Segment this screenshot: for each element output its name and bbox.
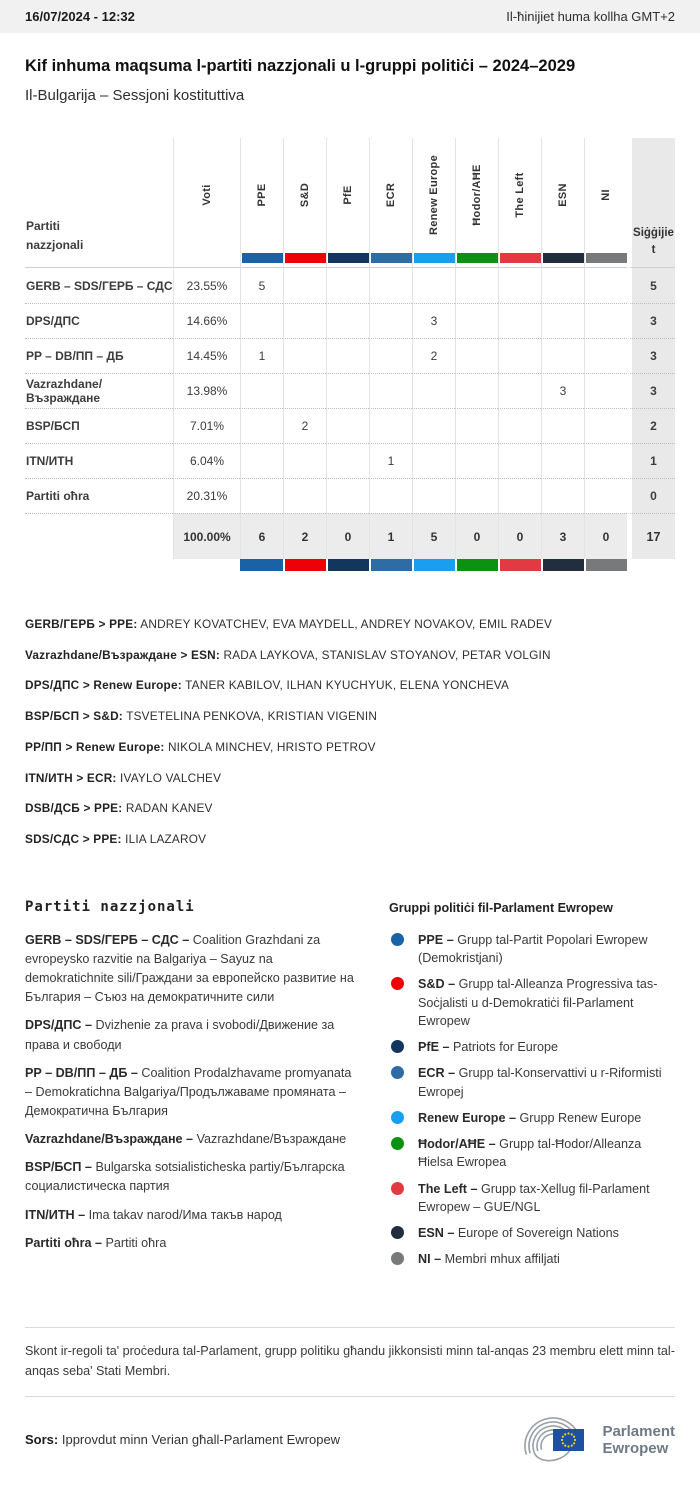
- membership-label: SDS/СДС > PPE:: [25, 832, 122, 847]
- total-color-bar: [498, 559, 541, 571]
- total-group-seats: 1: [369, 513, 412, 559]
- legend-text: [418, 1135, 675, 1172]
- group-description: Grupp tal-Konservattivi u r-Riformisti Ewropej: [418, 1066, 662, 1099]
- group-column-header-cell: [498, 138, 541, 268]
- group-seats-value: [369, 408, 412, 443]
- membership-line: [25, 771, 675, 786]
- total-color-bar: [455, 559, 498, 571]
- legend-item: [389, 1224, 675, 1242]
- votes-value: 13.98%: [173, 373, 240, 408]
- votes-value: 14.45%: [173, 338, 240, 373]
- row-seats-total: 5: [627, 268, 675, 303]
- total-votes: 100.00%: [173, 513, 240, 559]
- definitions-section: [25, 899, 675, 1277]
- group-seats-value: 2: [283, 408, 326, 443]
- legend-text: [418, 1180, 675, 1217]
- votes-value: 14.66%: [173, 303, 240, 338]
- group-seats-value: [498, 408, 541, 443]
- votes-value: 7.01%: [173, 408, 240, 443]
- group-seats-value: [369, 268, 412, 303]
- group-seats-value: [283, 443, 326, 478]
- legend-text: [418, 1109, 641, 1127]
- source-line: [25, 1432, 340, 1447]
- party-column-header: Partiti nazzjonali: [26, 218, 84, 252]
- group-abbr: ECR –: [418, 1066, 459, 1081]
- group-seats-value: [498, 373, 541, 408]
- membership-names: IVAYLO VALCHEV: [116, 770, 222, 785]
- group-seats-value: [412, 268, 455, 303]
- group-color-bar: [371, 253, 412, 263]
- party-abbr: ITN/ИТН –: [25, 1207, 89, 1222]
- total-group-seats: 0: [584, 513, 627, 559]
- party-description: Partiti oħra: [105, 1235, 167, 1250]
- group-color-bar: [328, 253, 369, 263]
- group-color-bar: [543, 253, 584, 263]
- group-seats-value: [412, 478, 455, 513]
- legend-item: [389, 1064, 675, 1101]
- group-description: Patriots for Europe: [453, 1040, 558, 1055]
- group-column-header-cell: [455, 138, 498, 268]
- group-description: Europe of Sovereign Nations: [457, 1226, 619, 1241]
- group-color-bar: [500, 253, 541, 263]
- total-bar-spacer: [25, 559, 173, 571]
- group-seats-value: [283, 478, 326, 513]
- total-group-seats: 2: [283, 513, 326, 559]
- group-column-header: The Left: [514, 172, 526, 218]
- group-seats-value: 1: [240, 338, 283, 373]
- row-seats-total: 0: [627, 478, 675, 513]
- group-seats-value: 3: [412, 303, 455, 338]
- total-color-bar: [283, 559, 326, 571]
- eu-flag-icon: [553, 1429, 584, 1451]
- party-name: ITN/ИТН: [25, 443, 173, 478]
- total-group-seats: 0: [455, 513, 498, 559]
- votes-column-header: Voti: [201, 184, 213, 206]
- party-name: Vazrazhdane/Възраждане: [25, 373, 173, 408]
- group-color-dot: [391, 933, 404, 946]
- group-column-header-cell: [412, 138, 455, 268]
- row-seats-total: 2: [627, 408, 675, 443]
- party-name: GERB – SDS/ГЕРБ – СДС: [26, 278, 173, 293]
- membership-label: Vazrazhdane/Възраждане > ESN:: [25, 647, 221, 662]
- group-seats-value: [584, 443, 627, 478]
- source-bar: [25, 1413, 675, 1485]
- group-column-header: PfE: [342, 185, 354, 205]
- group-seats-value: [283, 373, 326, 408]
- group-seats-value: [369, 478, 412, 513]
- total-group-seats: 0: [326, 513, 369, 559]
- votes-value: 20.31%: [173, 478, 240, 513]
- group-column-header-cell: [541, 138, 584, 268]
- group-seats-value: [584, 338, 627, 373]
- membership-line: [25, 709, 675, 724]
- group-color-bar: [242, 253, 283, 263]
- membership-names: NIKOLA MINCHEV, HRISTO PETROV: [164, 739, 376, 754]
- total-group-seats: 6: [240, 513, 283, 559]
- group-seats-value: [498, 478, 541, 513]
- legend-item: [389, 1135, 675, 1172]
- group-seats-value: [498, 268, 541, 303]
- logo-line2: Ewropew: [602, 1439, 669, 1457]
- row-seats-total: 3: [627, 338, 675, 373]
- membership-label: DPS/ДПС > Renew Europe:: [25, 678, 182, 693]
- source-label: Sors:: [25, 1432, 59, 1448]
- group-column-header: PPE: [256, 183, 268, 207]
- group-seats-value: [369, 373, 412, 408]
- membership-label: PP/ПП > Renew Europe:: [25, 739, 165, 754]
- group-abbr: The Left –: [418, 1181, 481, 1196]
- party-definition: [25, 1158, 355, 1196]
- total-group-seats: 0: [498, 513, 541, 559]
- group-seats-value: [283, 303, 326, 338]
- group-column-header-cell: [369, 138, 412, 268]
- group-color-bar: [457, 253, 498, 263]
- total-bar-spacer: [173, 559, 240, 571]
- logo-wordmark: [602, 1423, 675, 1458]
- party-definition: [25, 1206, 355, 1225]
- total-color-bar: [369, 559, 412, 571]
- datetime: 16/07/2024 - 12:32: [25, 9, 135, 24]
- membership-label: ITN/ИТН > ECR:: [25, 770, 117, 785]
- membership-label: GERB/ГЕРБ > PPE:: [25, 617, 138, 631]
- hemicycle-icon: [523, 1413, 593, 1467]
- group-seats-value: [584, 373, 627, 408]
- group-seats-value: [369, 303, 412, 338]
- group-column-header: Renew Europe: [428, 154, 440, 235]
- membership-list: [25, 617, 675, 847]
- votes-column-header-cell: [173, 138, 240, 268]
- group-color-dot: [391, 977, 404, 990]
- total-row-spacer: [25, 513, 173, 559]
- groups-legend: [389, 931, 675, 1269]
- membership-line: [25, 648, 675, 663]
- group-description: Grupp Renew Europe: [519, 1110, 642, 1125]
- total-group-seats: 5: [412, 513, 455, 559]
- membership-names: RADA LAYKOVA, STANISLAV STOYANOV, PETAR VOLGIN: [220, 647, 551, 662]
- group-column-header: ESN: [557, 182, 569, 207]
- group-abbr: PfE –: [418, 1040, 453, 1055]
- group-column-header-cell: [240, 138, 283, 268]
- group-seats-value: [326, 338, 369, 373]
- group-seats-value: [498, 443, 541, 478]
- group-seats-value: [326, 268, 369, 303]
- group-abbr: S&D –: [418, 977, 459, 992]
- party-name: DPS/ДПС: [25, 303, 173, 338]
- group-color-bar: [586, 253, 627, 263]
- group-seats-value: [455, 303, 498, 338]
- legend-text: [418, 1250, 560, 1268]
- party-description: Dvizhenie za prava i svobodi/Движение за права и свободи: [25, 1018, 335, 1052]
- party-column-header-cell: [25, 138, 173, 268]
- legend-item: [389, 1180, 675, 1217]
- membership-names: ILIA LAZAROV: [121, 832, 207, 847]
- group-seats-value: [455, 408, 498, 443]
- membership-names: TANER KABILOV, ILHAN KYUCHYUK, ELENA YONCHEVA: [181, 678, 510, 693]
- group-seats-value: [412, 373, 455, 408]
- seats-table: [25, 138, 675, 571]
- total-color-bar: [240, 559, 283, 571]
- group-seats-value: [541, 338, 584, 373]
- total-color-bar: [326, 559, 369, 571]
- party-description: Bulgarska sotsialisticheska partiy/Българска социалистическа партия: [25, 1160, 345, 1194]
- group-seats-value: [455, 373, 498, 408]
- group-seats-value: 2: [412, 338, 455, 373]
- party-abbr: DPS/ДПС –: [25, 1018, 96, 1033]
- group-seats-value: 3: [541, 373, 584, 408]
- european-parliament-logo: [523, 1413, 675, 1467]
- group-description: Grupp tal-Alleanza Progressiva tas-Soċjalisti u d-Demokratiċi fil-Parlament Ewropew: [418, 977, 658, 1028]
- page-subtitle: Il-Bulgarija – Sessjoni kostituttiva: [25, 87, 245, 104]
- party-abbr: Vazrazhdane/Възраждане –: [25, 1132, 197, 1147]
- seats-column-header-cell: [627, 138, 675, 268]
- timezone-note: Il-ħinijiet huma kollha GMT+2: [506, 9, 675, 24]
- group-seats-value: [412, 443, 455, 478]
- membership-line: [25, 740, 675, 755]
- seats-column-header: Siġġijiet: [633, 226, 674, 256]
- group-seats-value: [283, 268, 326, 303]
- group-column-header-cell: [584, 138, 627, 268]
- membership-line: [25, 801, 675, 816]
- group-seats-value: [369, 338, 412, 373]
- group-seats-value: [541, 443, 584, 478]
- party-description: Ima takav narod/Има такъв народ: [88, 1207, 282, 1222]
- legend-item: [389, 1250, 675, 1268]
- total-seats: 17: [627, 513, 675, 559]
- membership-label: BSP/БСП > S&D:: [25, 709, 123, 724]
- legend-item: [389, 931, 675, 968]
- group-seats-value: [455, 268, 498, 303]
- legend-text: [418, 931, 675, 968]
- total-color-bar: [541, 559, 584, 571]
- party-description: Coalition Prodalzhavame promyanata – Demokratichna Balgariya/Продължаваме промяната – Демократична България: [25, 1065, 352, 1118]
- legend-text: [418, 1224, 619, 1242]
- membership-line: [25, 678, 675, 693]
- group-description: Grupp tal-Ħodor/Alleanza Ħielsa Ewropea: [418, 1137, 642, 1170]
- political-groups-column: [389, 899, 675, 1277]
- membership-names: TSVETELINA PENKOVA, KRISTIAN VIGENIN: [122, 709, 378, 724]
- membership-names: RADAN KANEV: [122, 801, 213, 816]
- group-seats-value: [326, 478, 369, 513]
- party-abbr: Partiti oħra –: [25, 1235, 106, 1250]
- group-abbr: PPE –: [418, 932, 458, 947]
- party-definition: [25, 931, 355, 1008]
- total-color-bar: [584, 559, 627, 571]
- group-seats-value: [455, 478, 498, 513]
- group-seats-value: [541, 303, 584, 338]
- total-color-bar: [412, 559, 455, 571]
- group-seats-value: [240, 373, 283, 408]
- legend-text: [418, 1038, 558, 1056]
- group-seats-value: [455, 443, 498, 478]
- membership-line: [25, 832, 675, 847]
- group-description: Grupp tal-Partit Popolari Ewropew (Demokristjani): [418, 932, 648, 966]
- group-seats-value: [326, 373, 369, 408]
- group-abbr: ESN –: [418, 1226, 458, 1241]
- row-seats-total: 1: [627, 443, 675, 478]
- group-seats-value: [412, 408, 455, 443]
- group-seats-value: [584, 303, 627, 338]
- group-color-dot: [391, 1252, 404, 1265]
- membership-names: ANDREY KOVATCHEV, EVA MAYDELL, ANDREY NOVAKOV, EMIL RADEV: [137, 617, 553, 631]
- legend-item: [389, 975, 675, 1030]
- row-seats-total: 3: [627, 303, 675, 338]
- group-color-dot: [391, 1182, 404, 1195]
- group-seats-value: 1: [369, 443, 412, 478]
- group-abbr: NI –: [418, 1252, 445, 1267]
- group-seats-value: [541, 478, 584, 513]
- group-seats-value: [240, 443, 283, 478]
- legend-item: [389, 1109, 675, 1127]
- logo-line1: Parlament: [602, 1422, 675, 1440]
- row-seats-total: 3: [627, 373, 675, 408]
- page-title: Kif inhuma maqsuma l-partiti nazzjonali u l-gruppi politiċi – 2024–2029: [25, 57, 576, 75]
- footnote: Skont ir-regoli ta' proċedura tal-Parlament, grupp politiku għandu jikkonsisti minn tal-anqas 23 membru elett minn tal-anqas seba' Stati Membri.: [25, 1327, 675, 1397]
- party-abbr: GERB – SDS/ГЕРБ – СДС –: [25, 932, 193, 947]
- party-definition: [25, 1064, 355, 1121]
- party-description: Vazrazhdane/Възраждане: [196, 1132, 347, 1147]
- group-description: Grupp tax-Xellug fil-Parlament Ewropew – GUE/NGL: [418, 1181, 650, 1214]
- group-color-dot: [391, 1040, 404, 1053]
- group-seats-value: [541, 268, 584, 303]
- group-seats-value: [240, 478, 283, 513]
- group-color-dot: [391, 1066, 404, 1079]
- group-seats-value: [584, 478, 627, 513]
- party-abbr: BSP/БСП –: [25, 1160, 96, 1175]
- legend-text: [418, 975, 675, 1030]
- group-seats-value: [584, 408, 627, 443]
- parties-list: [25, 931, 355, 1253]
- party-definition: [25, 1016, 355, 1054]
- group-seats-value: [498, 303, 541, 338]
- group-seats-value: [541, 408, 584, 443]
- group-seats-value: [240, 408, 283, 443]
- membership-line: [25, 617, 675, 632]
- group-seats-value: [326, 303, 369, 338]
- legend-item: [389, 1038, 675, 1056]
- party-description: Coalition Grazhdani za evropeysko razvitie na Balgariya – Sayuz na demokratichnite sili/Граждани за европейско развитие на България – Съюз на демократичните сили: [25, 932, 354, 1005]
- groups-section-title: Gruppi politiċi fil-Parlament Ewropew: [389, 900, 613, 915]
- party-abbr: PP – DB/ПП – ДБ –: [25, 1065, 142, 1080]
- group-column-header: Ħodor/AĦE: [471, 164, 483, 226]
- group-abbr: Ħodor/AĦE –: [418, 1137, 500, 1152]
- group-seats-value: [283, 338, 326, 373]
- top-bar: [0, 0, 700, 33]
- parties-section-title: Partiti nazzjonali: [25, 898, 195, 915]
- party-name: Partiti oħra: [25, 478, 173, 513]
- party-name: BSP/БСП: [25, 408, 173, 443]
- group-abbr: Renew Europe –: [418, 1110, 520, 1125]
- party-name: PP – DB/ПП – ДБ: [25, 338, 173, 373]
- group-column-header: NI: [600, 188, 612, 201]
- source-text: Ipprovdut minn Verian għall-Parlament Ewropew: [61, 1432, 341, 1448]
- national-parties-column: [25, 899, 355, 1277]
- group-column-header-cell: [283, 138, 326, 268]
- group-seats-value: 5: [240, 268, 283, 303]
- group-seats-value: [584, 268, 627, 303]
- party-definition: [25, 1234, 355, 1253]
- party-definition: [25, 1130, 355, 1149]
- votes-value: 23.55%: [173, 268, 240, 303]
- group-column-header-cell: [326, 138, 369, 268]
- group-seats-value: [240, 303, 283, 338]
- total-group-seats: 3: [541, 513, 584, 559]
- group-color-dot: [391, 1226, 404, 1239]
- group-seats-value: [498, 338, 541, 373]
- votes-value: 6.04%: [173, 443, 240, 478]
- membership-label: DSB/ДСБ > PPE:: [25, 801, 123, 816]
- group-color-bar: [285, 253, 326, 263]
- group-color-bar: [414, 253, 455, 263]
- group-seats-value: [326, 408, 369, 443]
- group-column-header: S&D: [299, 182, 311, 207]
- group-seats-value: [455, 338, 498, 373]
- legend-text: [418, 1064, 675, 1101]
- group-seats-value: [326, 443, 369, 478]
- group-color-dot: [391, 1111, 404, 1124]
- group-description: Membri mhux affiljati: [444, 1252, 560, 1267]
- group-color-dot: [391, 1137, 404, 1150]
- group-column-header: ECR: [385, 182, 397, 207]
